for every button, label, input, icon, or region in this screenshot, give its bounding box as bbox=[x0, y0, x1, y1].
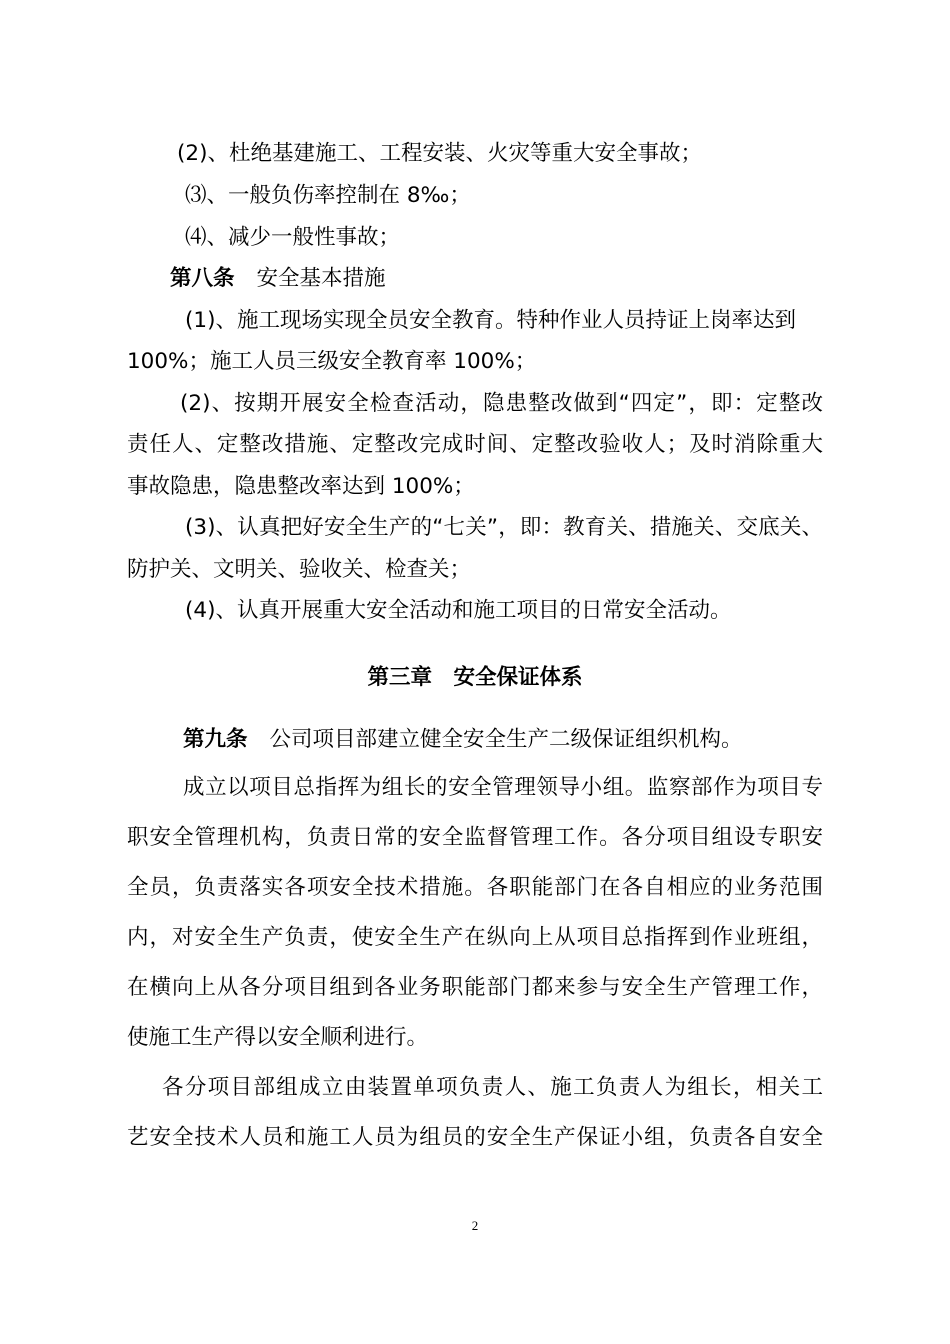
article-8-title: 安全基本措施 bbox=[256, 266, 386, 291]
goal-item-2: (2)、杜绝基建施工、工程安装、火灾等重大安全事故； bbox=[177, 141, 702, 166]
article-9-para-1-line-3: 全员，负责落实各项安全技术措施。各职能部门在各自相应的业务范围 bbox=[127, 875, 823, 900]
article-8-label: 第八条 bbox=[170, 266, 235, 291]
article-9-heading bbox=[183, 729, 743, 751]
measure-item-2-line-1: (2)、按期开展安全检查活动，隐患整改做到“四定”，即：定整改 bbox=[180, 391, 823, 416]
measure-item-2-line-2: 责任人、定整改措施、定整改完成时间、定整改验收人；及时消除重大 bbox=[127, 432, 823, 457]
article-9-label: 第九条 bbox=[183, 727, 248, 752]
article-9-para-1-line-2: 职安全管理机构，负责日常的安全监督管理工作。各分项目组设专职安 bbox=[127, 825, 823, 850]
article-9-text: 公司项目部建立健全安全生产二级保证组织机构。 bbox=[269, 727, 743, 752]
measure-item-1-line-1: (1)、施工现场实现全员安全教育。特种作业人员持证上岗率达到 bbox=[185, 308, 796, 333]
article-9-para-2-line-2: 艺安全技术人员和施工人员为组员的安全生产保证小组，负责各自安全 bbox=[127, 1125, 823, 1150]
article-9-para-2-line-1: 各分项目部组成立由装置单项负责人、施工负责人为组长，相关工 bbox=[162, 1075, 823, 1100]
article-8-heading bbox=[170, 268, 386, 290]
chapter-3-title: 第三章 安全保证体系 bbox=[367, 665, 583, 690]
article-9-para-1-line-6: 使施工生产得以安全顺利进行。 bbox=[127, 1025, 429, 1050]
measure-item-3-line-2: 防护关、文明关、验收关、检查关； bbox=[127, 557, 472, 582]
goal-item-3: ⑶、一般负伤率控制在 8‰； bbox=[185, 183, 471, 208]
measure-item-4: (4)、认真开展重大安全活动和施工项目的日常安全活动。 bbox=[185, 598, 732, 623]
goal-item-4: ⑷、减少一般性事故； bbox=[185, 225, 401, 250]
measure-item-2-line-3: 事故隐患，隐患整改率达到 100%； bbox=[127, 474, 475, 499]
measure-item-3-line-1: (3)、认真把好安全生产的“七关”，即：教育关、措施关、交底关、 bbox=[185, 515, 823, 540]
measure-item-1-line-2: 100%；施工人员三级安全教育率 100%； bbox=[127, 349, 537, 374]
page-number: 2 bbox=[471, 1218, 479, 1233]
article-9-para-1-line-4: 内，对安全生产负责，使安全生产在纵向上从项目总指挥到作业班组， bbox=[127, 925, 823, 950]
article-9-para-1-line-5: 在横向上从各分项目组到各业务职能部门都来参与安全生产管理工作， bbox=[127, 975, 823, 1000]
article-9-para-1-line-1: 成立以项目总指挥为组长的安全管理领导小组。监察部作为项目专 bbox=[183, 775, 823, 800]
